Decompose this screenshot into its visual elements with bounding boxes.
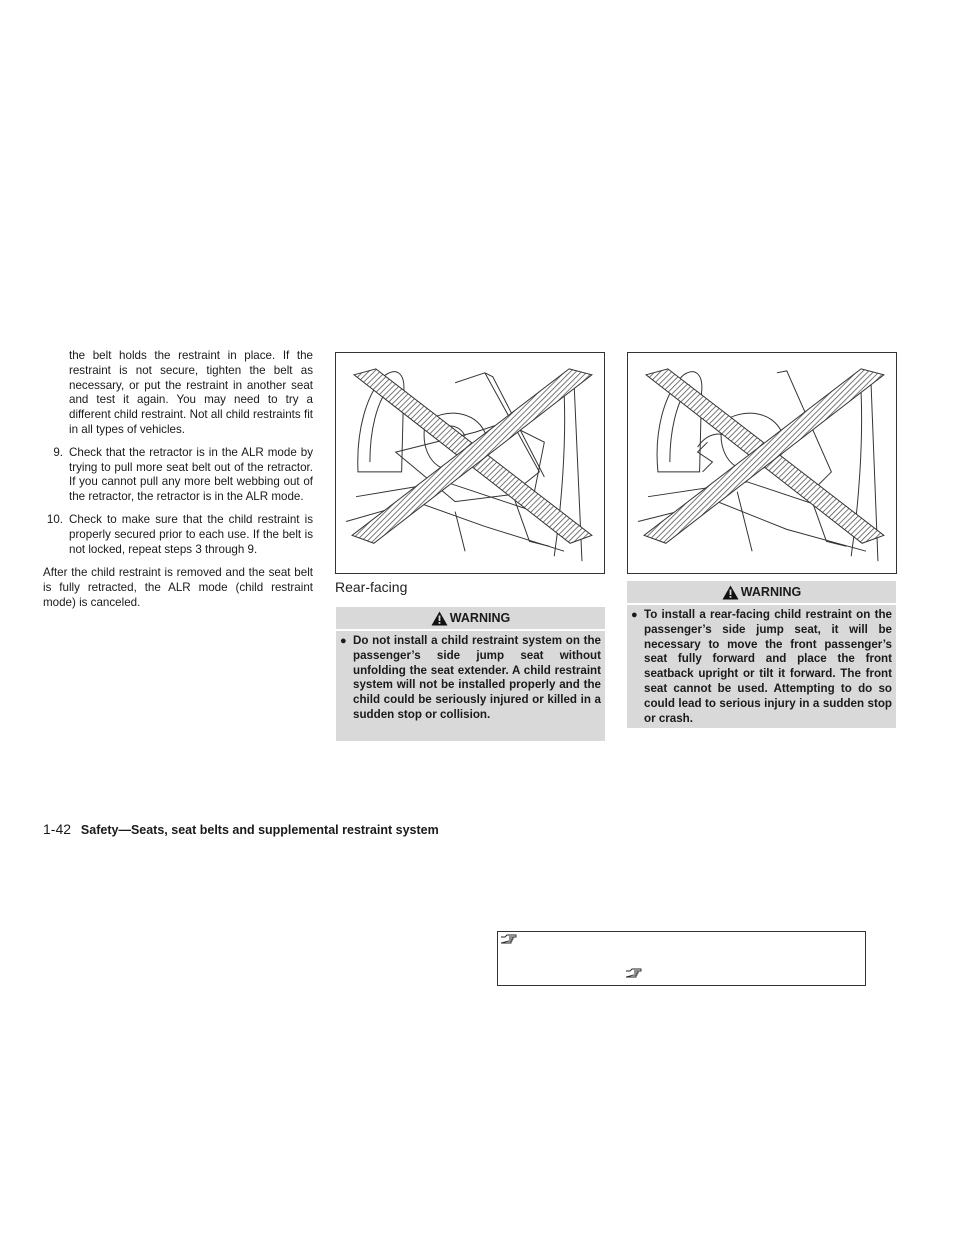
cross-out-x-icon bbox=[352, 369, 592, 543]
step-9 bbox=[43, 446, 313, 505]
warning-heading bbox=[336, 607, 605, 631]
warning-text: To install a rear-facing child restraint on the passenger’s side jump seat, it will be necessary to move the front passenger’s seat fully forward and place the front seatback upright or tilt it forward. The front seat cannot be used. Attempting to do so could lead to serious injury in a sudden stop or crash. bbox=[644, 608, 892, 725]
figure-rear-facing-prohibited bbox=[335, 352, 605, 574]
warning-item bbox=[627, 605, 896, 726]
illustration-front-seat-child-restraint bbox=[628, 353, 896, 573]
bullet-icon: ● bbox=[340, 635, 347, 647]
step-9-text: Check that the retractor is in the ALR mode by trying to pull more seat belt out of the retractor. If you cannot pull any more belt webbing out of the retractor, the retractor is in the ALR mode. bbox=[69, 445, 313, 504]
step-10 bbox=[43, 513, 313, 557]
warning-triangle-icon bbox=[431, 611, 448, 626]
warning-heading bbox=[627, 581, 896, 605]
step-10-number: 10. bbox=[46, 512, 63, 526]
warning-heading-text: WARNING bbox=[740, 585, 802, 599]
pointing-hand-icon bbox=[500, 934, 518, 946]
warning-triangle-icon bbox=[722, 585, 739, 600]
pointing-hand-icon bbox=[625, 968, 643, 980]
cross-out-x-icon bbox=[644, 369, 884, 543]
warning-box-rear-facing-front-seat bbox=[627, 581, 896, 728]
section-title: Safety—Seats, seat belts and supplemental restraint system bbox=[80, 823, 439, 837]
page-footer bbox=[43, 821, 439, 837]
figure-front-seat-prohibited bbox=[627, 352, 897, 574]
note-box bbox=[497, 931, 866, 986]
warning-text: Do not install a child restraint system on the passenger’s side jump seat without unfolding the seat extender. A child restraint system will not be installed properly and the child could be seriously injured or killed in a sudden stop or collision. bbox=[353, 634, 601, 721]
illustration-seat-child-restraint bbox=[336, 353, 604, 573]
warning-box-jump-seat-extender bbox=[336, 607, 605, 741]
continuation-paragraph: the belt holds the restraint in place. If the restraint is not secure, tighten the belt as necessary, or put the restraint in another seat and test it again. You may need to try a different child restraint. Not all child restraints fit in all types of vehicles. bbox=[69, 349, 313, 436]
left-column bbox=[43, 349, 313, 611]
warning-heading-text: WARNING bbox=[449, 611, 511, 625]
bullet-icon: ● bbox=[631, 609, 638, 621]
warning-item bbox=[336, 631, 605, 723]
figure-caption: Rear-facing bbox=[335, 579, 408, 595]
step-10-text: Check to make sure that the child restraint is properly secured prior to each use. If the belt is not locked, repeat steps 3 through 9. bbox=[69, 512, 313, 556]
page-number: 1-42 bbox=[43, 821, 72, 837]
alr-cancel-paragraph: After the child restraint is removed and the seat belt is fully retracted, the ALR mode (child restraint mode) is canceled. bbox=[43, 566, 313, 609]
step-9-number: 9. bbox=[53, 445, 63, 459]
